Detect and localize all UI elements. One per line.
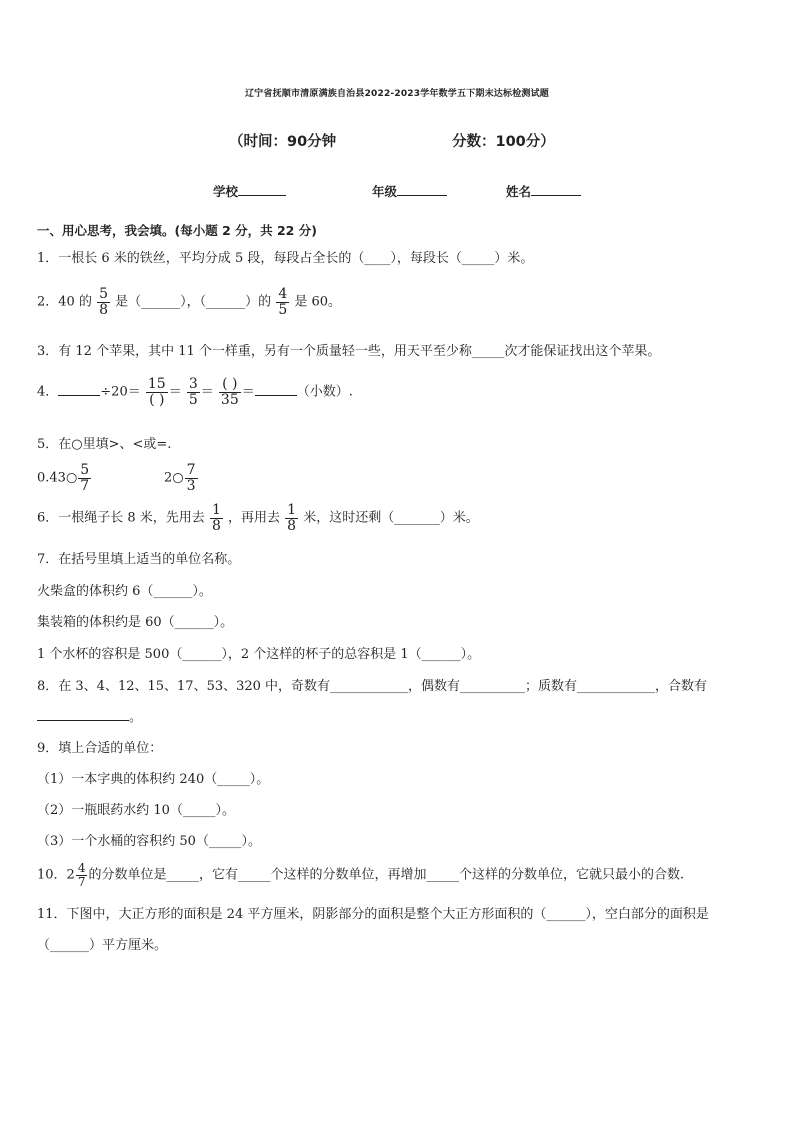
question-7c: 1 个水杯的容积是 500（______），2 个这样的杯子的总容积是 1（______）。 — [37, 647, 481, 662]
answer-blank[interactable] — [37, 710, 129, 721]
grade-field — [372, 182, 447, 200]
fraction: $\frac{( )}{35}$ — [220, 376, 239, 408]
question-7b: 集装箱的体积约是 60（______）。 — [37, 615, 234, 630]
fraction: $\frac{1}{8}$ — [211, 502, 221, 534]
question-9a: （1）一本字典的体积约 240（_____）。 — [37, 772, 270, 787]
exam-score: 分数：100分） — [452, 134, 555, 150]
fraction: $\frac{4}{7}$ — [77, 861, 86, 889]
answer-blank[interactable] — [58, 385, 100, 396]
question-9c: （3）一个水桶的容积约 50（_____）。 — [37, 834, 261, 849]
question-8-cont: 。 — [37, 710, 142, 724]
fraction: $\frac{5}{7}$ — [80, 462, 90, 494]
fraction: $\frac{4}{5}$ — [278, 286, 288, 318]
question-4: 4． ÷20＝ $\frac{15}{( )}$ ＝ $\frac{3}{5}$ ＝ $\frac{( )}{35}$ ＝ （小数）. — [37, 376, 353, 408]
exam-time: （时间：90分钟 — [229, 134, 337, 150]
name-field — [506, 182, 581, 200]
question-10: 10．2 $\frac{4}{7}$ 的分数单位是_____，它有_____个这样的分数单位，再增加_____个这样的分数单位，它就只最小的合数. — [37, 861, 685, 889]
school-field — [213, 182, 286, 200]
answer-blank[interactable] — [255, 385, 297, 396]
question-7a: 火柴盒的体积约 6（______）。 — [37, 584, 212, 599]
school-blank[interactable] — [238, 183, 286, 196]
question-9: 9．填上合适的单位： — [37, 741, 163, 756]
question-9b: （2）一瓶眼药水约 10（_____）。 — [37, 803, 235, 818]
question-5b: 2○ $\frac{7}{3}$ — [164, 462, 196, 494]
question-5a: 0.43○ $\frac{5}{7}$ — [37, 462, 90, 494]
question-6: 6．一根绳子长 8 米，先用去 $\frac{1}{8}$ ，再用去 $\frac{1}{8}$ 米，这时还剩（_______）米。 — [37, 502, 479, 534]
question-3: 3．有 12 个苹果，其中 11 个一样重，另有一个质量轻一些，用天平至少称_____次才能保证找出这个苹果。 — [37, 344, 661, 359]
section-heading: 一、用心思考，我会填。(每小题 2 分，共 22 分) — [37, 223, 317, 238]
grade-blank[interactable] — [397, 183, 447, 196]
question-11-cont: （______）平方厘米。 — [37, 938, 168, 953]
fraction: $\frac{15}{( )}$ — [147, 376, 166, 408]
question-1: 1．一根长 6 米的铁丝，平均分成 5 段，每段占全长的（____），每段长（_____）米。 — [37, 251, 534, 266]
school-label: 学校 — [213, 184, 239, 199]
fraction: $\frac{3}{5}$ — [188, 376, 198, 408]
question-8: 8．在 3、4、12、15、17、53、320 中，奇数有____________，偶数有__________；质数有____________，合数有 — [37, 679, 708, 694]
question-11: 11．下图中，大正方形的面积是 24 平方厘米，阴影部分的面积是整个大正方形面积的（______），空白部分的面积是 — [37, 907, 709, 922]
grade-label: 年级 — [372, 184, 398, 199]
question-5: 5．在○里填>、<或=. — [37, 437, 172, 452]
exam-title: 辽宁省抚顺市清原满族自治县2022-2023学年数学五下期末达标检测试题 — [244, 89, 550, 99]
question-7: 7．在括号里填上适当的单位名称。 — [37, 552, 241, 567]
name-blank[interactable] — [531, 183, 581, 196]
question-2: 2．40 的 $\frac{5}{8}$ 是（______），（______）的 $\frac{4}{5}$ 是 60。 — [37, 286, 342, 318]
name-label: 姓名 — [506, 184, 532, 199]
fraction: $\frac{7}{3}$ — [186, 462, 196, 494]
fraction: $\frac{1}{8}$ — [287, 502, 297, 534]
fraction: $\frac{5}{8}$ — [99, 286, 109, 318]
